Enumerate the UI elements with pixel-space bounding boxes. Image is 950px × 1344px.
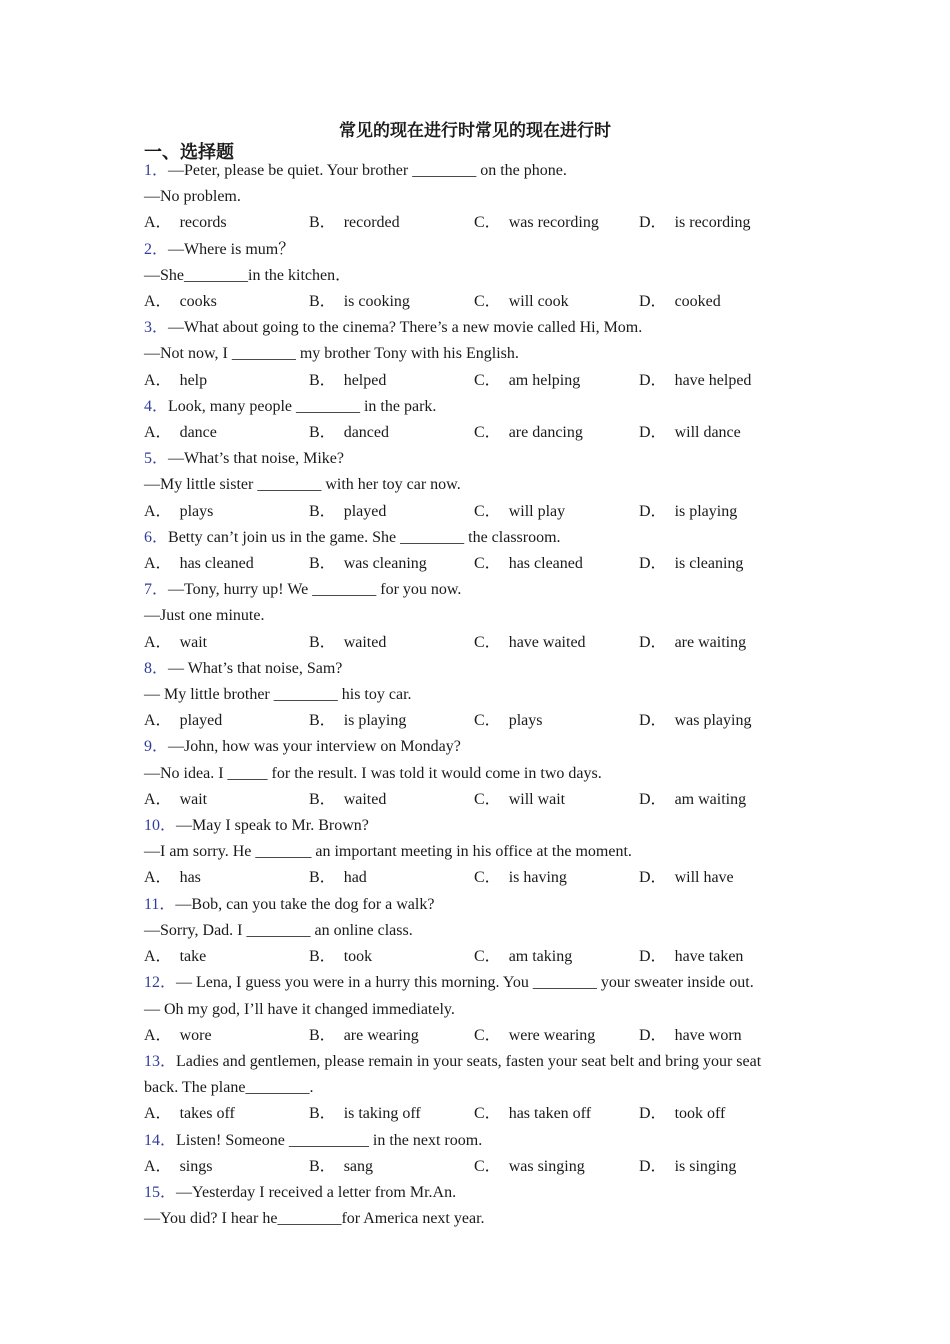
question-stem xyxy=(144,158,804,184)
question-stem xyxy=(144,577,804,603)
option-text: has xyxy=(179,869,201,887)
option-letter: B． xyxy=(309,293,336,311)
option-letter: D． xyxy=(639,633,667,651)
option-letter: B． xyxy=(309,555,336,573)
option-letter: C． xyxy=(474,869,501,887)
option-text: played xyxy=(343,502,387,520)
question-text: —Just one minute. xyxy=(144,607,265,625)
answer-options xyxy=(144,1101,804,1127)
question-line xyxy=(144,263,804,289)
answer-options xyxy=(144,420,804,446)
answer-options xyxy=(144,368,804,394)
question-text: Betty can’t join us in the game. She ________ the classroom. xyxy=(168,528,561,546)
answer-option[interactable] xyxy=(144,787,309,813)
answer-option[interactable] xyxy=(639,944,804,970)
question-text: Look, many people ________ in the park. xyxy=(168,397,437,415)
question-4 xyxy=(144,394,804,446)
question-stem xyxy=(144,734,804,760)
question-number: 10． xyxy=(144,817,177,835)
page-title: 常见的现在进行时常见的现在进行时 xyxy=(339,121,611,141)
question-2 xyxy=(144,237,804,316)
question-number: 14． xyxy=(144,1131,177,1149)
question-text: —Sorry, Dad. I ________ an online class. xyxy=(144,921,413,939)
question-line xyxy=(144,918,804,944)
option-letter: A． xyxy=(144,502,172,520)
option-text: wore xyxy=(179,1026,212,1044)
question-text: —You did? I hear he________for America next year. xyxy=(144,1210,485,1228)
option-letter: C． xyxy=(474,1026,501,1044)
question-line xyxy=(144,341,804,367)
question-stem xyxy=(144,970,804,996)
question-number: 2． xyxy=(144,240,169,258)
answer-option[interactable] xyxy=(144,420,309,446)
answer-option[interactable] xyxy=(144,499,309,525)
answer-option[interactable] xyxy=(474,210,639,236)
option-letter: B． xyxy=(309,424,336,442)
option-text: have helped xyxy=(674,371,752,389)
option-text: was cleaning xyxy=(343,555,427,573)
option-text: help xyxy=(179,371,208,389)
option-text: cooked xyxy=(674,293,721,311)
question-number: 11． xyxy=(144,895,176,913)
answer-option[interactable] xyxy=(474,420,639,446)
answer-option[interactable] xyxy=(474,289,639,315)
question-text: back. The plane________. xyxy=(144,1079,314,1097)
option-letter: A． xyxy=(144,214,172,232)
option-letter: B． xyxy=(309,869,336,887)
answer-option[interactable] xyxy=(639,499,804,525)
question-text: —She________in the kitchen． xyxy=(144,266,352,284)
option-letter: D． xyxy=(639,502,667,520)
answer-option[interactable] xyxy=(144,1023,309,1049)
option-text: cooks xyxy=(179,293,217,311)
option-letter: A． xyxy=(144,869,172,887)
option-text: am helping xyxy=(508,371,581,389)
option-text: took off xyxy=(674,1105,726,1123)
option-text: am taking xyxy=(508,948,573,966)
question-6 xyxy=(144,525,804,577)
option-letter: B． xyxy=(309,790,336,808)
question-number: 5． xyxy=(144,450,169,468)
answer-options xyxy=(144,1154,804,1180)
question-text: Listen! Someone __________ in the next room. xyxy=(176,1131,483,1149)
option-letter: D． xyxy=(639,555,667,573)
answer-option[interactable] xyxy=(309,1023,474,1049)
answer-options xyxy=(144,708,804,734)
answer-option[interactable] xyxy=(309,787,474,813)
question-text: —I am sorry. He _______ an important meeting in his office at the moment. xyxy=(144,843,632,861)
answer-option[interactable] xyxy=(474,630,639,656)
question-text: —Bob, can you take the dog for a walk? xyxy=(175,895,435,913)
option-text: was singing xyxy=(508,1157,585,1175)
question-stem xyxy=(144,446,804,472)
answer-option[interactable] xyxy=(639,865,804,891)
option-letter: A． xyxy=(144,712,172,730)
question-text: — Oh my god, I’ll have it changed immediately. xyxy=(144,1000,455,1018)
question-9 xyxy=(144,734,804,813)
option-text: have worn xyxy=(674,1026,742,1044)
answer-options xyxy=(144,551,804,577)
option-letter: D． xyxy=(639,214,667,232)
question-text: — What’s that noise, Sam? xyxy=(168,659,343,677)
option-letter: C． xyxy=(474,293,501,311)
option-text: is cooking xyxy=(343,293,410,311)
answer-option[interactable] xyxy=(309,289,474,315)
question-list xyxy=(144,158,804,1232)
question-number: 12． xyxy=(144,974,177,992)
section-heading: 一、选择题 xyxy=(144,142,234,163)
question-10 xyxy=(144,813,804,892)
answer-options xyxy=(144,944,804,970)
question-text: Ladies and gentlemen, please remain in your seats, fasten your seat belt and bring your seat xyxy=(176,1052,762,1070)
option-text: played xyxy=(179,712,223,730)
answer-option[interactable] xyxy=(474,551,639,577)
question-15 xyxy=(144,1180,804,1232)
option-letter: A． xyxy=(144,790,172,808)
option-text: will dance xyxy=(674,424,741,442)
answer-option[interactable] xyxy=(474,368,639,394)
question-text: —My little sister ________ with her toy car now. xyxy=(144,476,461,494)
option-text: will have xyxy=(674,869,734,887)
option-letter: B． xyxy=(309,502,336,520)
option-text: has cleaned xyxy=(179,555,254,573)
option-letter: D． xyxy=(639,869,667,887)
question-text: — My little brother ________ his toy car. xyxy=(144,686,412,704)
answer-option[interactable] xyxy=(144,944,309,970)
question-line xyxy=(144,761,804,787)
question-text: —No problem. xyxy=(144,188,241,206)
option-letter: A． xyxy=(144,948,172,966)
option-text: has taken off xyxy=(508,1105,592,1123)
option-text: is playing xyxy=(343,712,407,730)
answer-option[interactable] xyxy=(474,1023,639,1049)
answer-option[interactable] xyxy=(474,944,639,970)
option-text: have taken xyxy=(674,948,744,966)
option-text: takes off xyxy=(179,1105,235,1123)
question-text: — Lena, I guess you were in a hurry this morning. You ________ your sweater inside out. xyxy=(176,974,754,992)
question-line xyxy=(144,1206,804,1232)
option-letter: B． xyxy=(309,1105,336,1123)
question-number: 15． xyxy=(144,1183,177,1201)
option-text: wait xyxy=(179,790,208,808)
answer-option[interactable] xyxy=(144,708,309,734)
option-text: plays xyxy=(508,712,543,730)
option-text: are waiting xyxy=(674,633,747,651)
question-stem xyxy=(144,892,804,918)
question-text: —Peter, please be quiet. Your brother ________ on the phone. xyxy=(168,162,567,179)
option-letter: D． xyxy=(639,293,667,311)
option-letter: A． xyxy=(144,371,172,389)
question-number: 9． xyxy=(144,738,169,756)
option-letter: C． xyxy=(474,214,501,232)
option-text: plays xyxy=(179,502,214,520)
option-letter: D． xyxy=(639,712,667,730)
option-text: wait xyxy=(179,633,208,651)
answer-options xyxy=(144,787,804,813)
option-letter: A． xyxy=(144,633,172,651)
option-letter: C． xyxy=(474,424,501,442)
answer-option[interactable] xyxy=(144,551,309,577)
option-text: records xyxy=(179,214,227,232)
option-text: will cook xyxy=(508,293,569,311)
answer-options xyxy=(144,499,804,525)
question-13 xyxy=(144,1049,804,1128)
question-line xyxy=(144,472,804,498)
answer-options xyxy=(144,630,804,656)
option-text: are dancing xyxy=(508,424,583,442)
question-text: —John, how was your interview on Monday? xyxy=(168,738,461,756)
answer-option[interactable] xyxy=(309,1154,474,1180)
question-text: —May I speak to Mr. Brown? xyxy=(176,817,369,835)
answer-option[interactable] xyxy=(639,210,804,236)
option-text: is recording xyxy=(674,214,751,232)
option-letter: C． xyxy=(474,371,501,389)
option-letter: C． xyxy=(474,1105,501,1123)
option-text: will wait xyxy=(508,790,566,808)
option-text: had xyxy=(343,869,367,887)
answer-option[interactable] xyxy=(144,630,309,656)
answer-option[interactable] xyxy=(309,708,474,734)
answer-option[interactable] xyxy=(474,787,639,813)
question-line xyxy=(144,184,804,210)
option-text: take xyxy=(179,948,207,966)
answer-options xyxy=(144,289,804,315)
question-number: 13． xyxy=(144,1052,177,1070)
question-text: —No idea. I _____ for the result. I was told it would come in two days. xyxy=(144,764,602,782)
question-1 xyxy=(144,158,804,237)
answer-option[interactable] xyxy=(309,368,474,394)
question-stem xyxy=(144,525,804,551)
question-line xyxy=(144,839,804,865)
option-letter: D． xyxy=(639,1026,667,1044)
option-text: waited xyxy=(343,633,387,651)
question-8 xyxy=(144,656,804,735)
option-letter: C． xyxy=(474,555,501,573)
answer-option[interactable] xyxy=(144,289,309,315)
question-line xyxy=(144,603,804,629)
answer-option[interactable] xyxy=(639,420,804,446)
option-letter: C． xyxy=(474,1157,501,1175)
answer-option[interactable] xyxy=(309,420,474,446)
answer-option[interactable] xyxy=(309,944,474,970)
option-letter: D． xyxy=(639,1105,667,1123)
option-text: is singing xyxy=(674,1157,737,1175)
answer-option[interactable] xyxy=(639,787,804,813)
option-text: is playing xyxy=(674,502,738,520)
question-stem xyxy=(144,656,804,682)
answer-option[interactable] xyxy=(639,289,804,315)
option-letter: A． xyxy=(144,555,172,573)
answer-option[interactable] xyxy=(309,210,474,236)
option-text: sings xyxy=(179,1157,213,1175)
question-number: 1． xyxy=(144,162,169,179)
option-letter: D． xyxy=(639,790,667,808)
option-letter: A． xyxy=(144,1157,172,1175)
question-stem xyxy=(144,394,804,420)
answer-option[interactable] xyxy=(474,499,639,525)
answer-option[interactable] xyxy=(639,368,804,394)
option-letter: A． xyxy=(144,1026,172,1044)
question-stem xyxy=(144,237,804,263)
option-letter: C． xyxy=(474,502,501,520)
question-stem xyxy=(144,813,804,839)
question-14 xyxy=(144,1128,804,1180)
question-number: 4． xyxy=(144,397,169,415)
answer-option[interactable] xyxy=(309,499,474,525)
answer-option[interactable] xyxy=(309,630,474,656)
option-letter: B． xyxy=(309,1157,336,1175)
question-line xyxy=(144,1075,804,1101)
question-stem xyxy=(144,1128,804,1154)
option-text: is cleaning xyxy=(674,555,744,573)
answer-options xyxy=(144,865,804,891)
option-letter: C． xyxy=(474,712,501,730)
answer-option[interactable] xyxy=(474,708,639,734)
option-text: has cleaned xyxy=(508,555,583,573)
answer-option[interactable] xyxy=(474,865,639,891)
answer-options xyxy=(144,1023,804,1049)
option-text: are wearing xyxy=(343,1026,419,1044)
option-letter: B． xyxy=(309,371,336,389)
answer-option[interactable] xyxy=(144,210,309,236)
option-letter: B． xyxy=(309,948,336,966)
option-letter: D． xyxy=(639,371,667,389)
option-text: am waiting xyxy=(674,790,747,808)
question-3 xyxy=(144,315,804,394)
question-text: —What’s that noise, Mike? xyxy=(168,450,344,468)
answer-option[interactable] xyxy=(474,1101,639,1127)
option-text: helped xyxy=(343,371,387,389)
option-text: waited xyxy=(343,790,387,808)
answer-option[interactable] xyxy=(309,551,474,577)
option-letter: A． xyxy=(144,1105,172,1123)
question-text: —Not now, I ________ my brother Tony with his English. xyxy=(144,345,519,363)
question-stem xyxy=(144,1049,804,1075)
question-text: —Where is mum？ xyxy=(168,240,295,258)
answer-option[interactable] xyxy=(639,708,804,734)
option-text: recorded xyxy=(343,214,400,232)
option-letter: C． xyxy=(474,633,501,651)
answer-option[interactable] xyxy=(639,1154,804,1180)
option-text: was playing xyxy=(674,712,752,730)
option-text: is having xyxy=(508,869,567,887)
option-text: will play xyxy=(508,502,566,520)
option-text: took xyxy=(343,948,373,966)
option-text: have waited xyxy=(508,633,586,651)
option-letter: B． xyxy=(309,1026,336,1044)
option-letter: A． xyxy=(144,293,172,311)
question-stem xyxy=(144,1180,804,1206)
question-text: —What about going to the cinema? There’s a new movie called Hi, Mom. xyxy=(168,319,643,337)
answer-option[interactable] xyxy=(144,1154,309,1180)
question-number: 6． xyxy=(144,528,169,546)
option-letter: C． xyxy=(474,948,501,966)
option-letter: C． xyxy=(474,790,501,808)
answer-option[interactable] xyxy=(144,865,309,891)
option-letter: D． xyxy=(639,1157,667,1175)
question-line xyxy=(144,682,804,708)
answer-option[interactable] xyxy=(474,1154,639,1180)
question-number: 8． xyxy=(144,659,169,677)
question-12 xyxy=(144,970,804,1049)
option-letter: A． xyxy=(144,424,172,442)
option-letter: D． xyxy=(639,948,667,966)
option-text: dance xyxy=(179,424,217,442)
answer-options xyxy=(144,210,804,236)
question-text: —Yesterday I received a letter from Mr.An. xyxy=(176,1183,457,1201)
option-text: was recording xyxy=(508,214,599,232)
question-number: 7． xyxy=(144,581,169,599)
answer-option[interactable] xyxy=(639,551,804,577)
question-number: 3． xyxy=(144,319,169,337)
option-letter: D． xyxy=(639,424,667,442)
option-text: sang xyxy=(343,1157,374,1175)
answer-option[interactable] xyxy=(639,1023,804,1049)
option-text: danced xyxy=(343,424,389,442)
option-letter: B． xyxy=(309,712,336,730)
question-stem xyxy=(144,315,804,341)
option-text: were wearing xyxy=(508,1026,596,1044)
answer-option[interactable] xyxy=(639,630,804,656)
question-text: —Tony, hurry up! We ________ for you now. xyxy=(168,581,462,599)
option-letter: B． xyxy=(309,214,336,232)
answer-option[interactable] xyxy=(639,1101,804,1127)
answer-option[interactable] xyxy=(309,865,474,891)
question-11 xyxy=(144,892,804,971)
question-line xyxy=(144,997,804,1023)
answer-option[interactable] xyxy=(144,1101,309,1127)
option-text: is taking off xyxy=(343,1105,421,1123)
option-letter: B． xyxy=(309,633,336,651)
question-7 xyxy=(144,577,804,656)
answer-option[interactable] xyxy=(144,368,309,394)
answer-option[interactable] xyxy=(309,1101,474,1127)
question-5 xyxy=(144,446,804,525)
